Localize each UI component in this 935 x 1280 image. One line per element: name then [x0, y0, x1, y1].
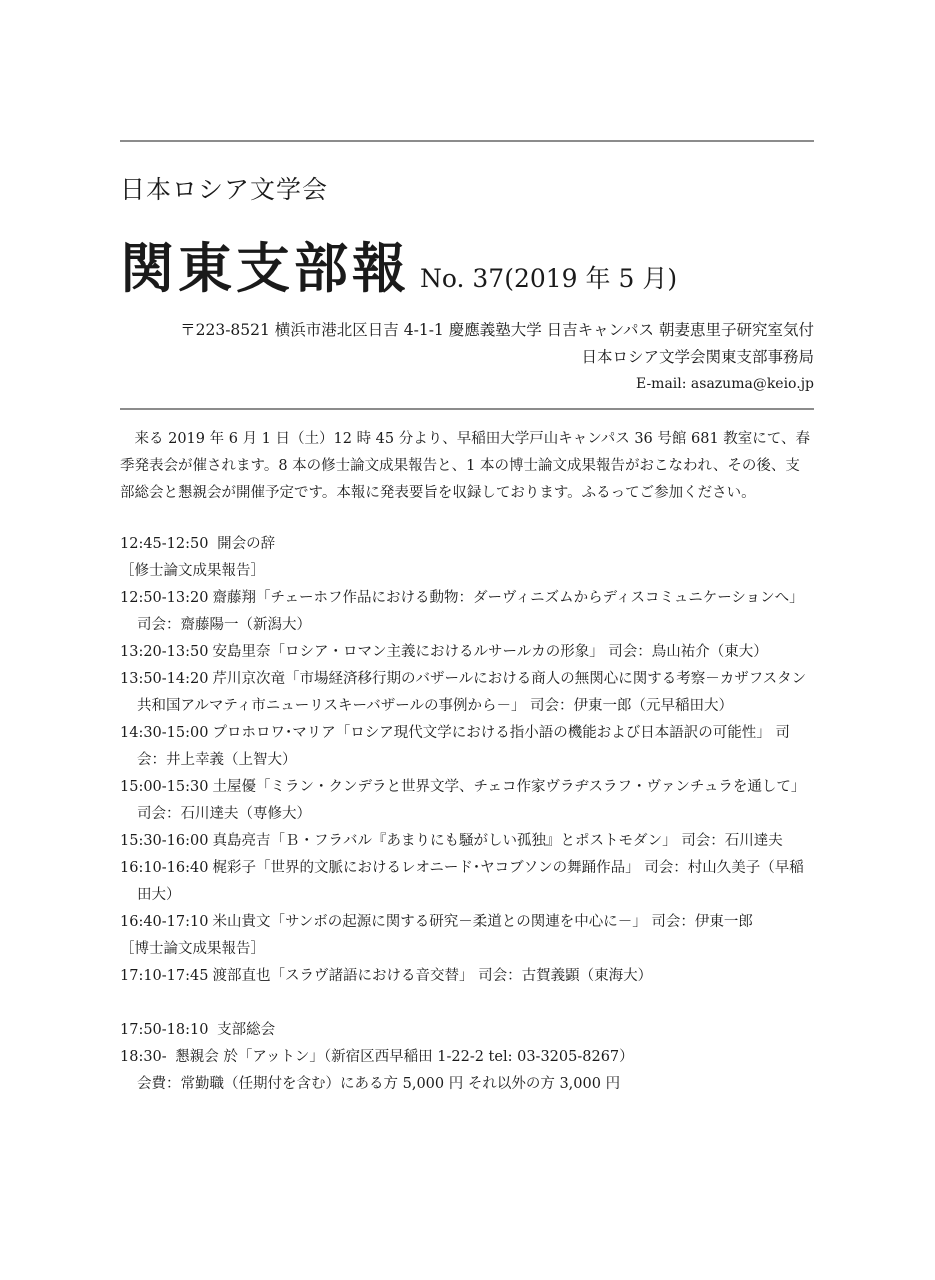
schedule-time: 14:30-15:00: [120, 725, 209, 741]
schedule-time: 16:10-16:40: [120, 860, 209, 876]
schedule-text: 安島里奈「ロシア・ロマン主義におけるルサールカの形象」 司会：鳥山祐介（東大）: [212, 644, 768, 660]
address-block: [112, 317, 814, 398]
schedule-time: 15:30-16:00: [120, 833, 209, 849]
schedule-item: [120, 909, 814, 936]
schedule-item: [120, 963, 814, 990]
schedule-reception: [120, 1044, 814, 1071]
newsletter-page: [120, 140, 814, 1098]
schedule-item: [120, 828, 814, 855]
schedule-opening: [120, 531, 814, 558]
bottom-divider: [120, 408, 814, 410]
schedule: [120, 531, 814, 1098]
schedule-text: 渡部直也「スラヴ諸語における音交替」 司会：古賀義顕（東海大）: [212, 968, 653, 984]
masters-heading: ［修士論文成果報告］: [120, 563, 265, 579]
schedule-text: 梶彩子「世界的文脈におけるレオニード･ヤコブソンの舞踊作品」 司会：村山久美子（早稲田大）: [137, 860, 804, 903]
society-name: 日本ロシア文学会: [120, 175, 329, 204]
address-line-1: 〒223-8521 横浜市港北区日吉 4-1-1 慶應義塾大学 日吉キャンパス 朝妻恵里子研究室気付: [180, 321, 814, 339]
schedule-item: [120, 774, 814, 828]
intro-paragraph: 来る 2019 年 6 月 1 日（土）12 時 45 分より、早稲田大学戸山キャンパス 36 号館 681 教室にて、春季発表会が催されます。8 本の修士論文成果報告と、1 本の博士論文成果報告がおこなわれ、その後、支部総会と懇親会が開催予定です。本報に発表要旨を収録しております。ふるってご参加ください。: [120, 431, 810, 501]
schedule-item: [120, 720, 814, 774]
schedule-text: 開会の辞: [217, 536, 276, 552]
top-divider: [120, 140, 814, 142]
schedule-time: 17:50-18:10: [120, 1022, 209, 1038]
schedule-text: 支部総会: [217, 1022, 276, 1038]
schedule-time: 13:20-13:50: [120, 644, 209, 660]
schedule-item: [120, 585, 814, 639]
schedule-time: 12:45-12:50: [120, 536, 209, 552]
schedule-text: 芹川京次竜「市場経済移行期のバザールにおける商人の無関心に関する考察－カザフスタン共和国アルマティ市ニューリスキーバザールの事例から－」 司会：伊東一郎（元早稲田大）: [137, 671, 807, 714]
schedule-time: 12:50-13:20: [120, 590, 209, 606]
schedule-time: 15:00-15:30: [120, 779, 209, 795]
schedule-time: 16:40-17:10: [120, 914, 209, 930]
email-address[interactable]: E-mail: asazuma@keio.jp: [635, 376, 814, 392]
schedule-text: 土屋優「ミラン・クンデラと世界文学、チェコ作家ヴラヂスラフ・ヴァンチュラを通して」 司会：石川達夫（専修大）: [137, 779, 806, 822]
schedule-text: 真島亮吉「Ｂ・フラバル『あまりにも騒がしい孤独』とポストモダン」 司会：石川達夫: [212, 833, 783, 849]
spacer: [120, 990, 814, 1017]
doctoral-heading: ［博士論文成果報告］: [120, 941, 265, 957]
schedule-text: 齋藤翔「チェーホフ作品における動物：ダーヴィニズムからディスコミュニケーションへ」 司会：齋藤陽一（新潟大）: [137, 590, 804, 633]
newsletter-title: 関東支部報: [120, 237, 410, 300]
masthead: [120, 226, 814, 303]
schedule-item: [120, 855, 814, 909]
schedule-text: 米山貴文「サンボの起源に関する研究－柔道との関連を中心に－」 司会：伊東一郎: [212, 914, 753, 930]
schedule-general-meeting: [120, 1017, 814, 1044]
schedule-time: 17:10-17:45: [120, 968, 209, 984]
schedule-time: 13:50-14:20: [120, 671, 209, 687]
schedule-item: [120, 639, 814, 666]
schedule-item: [120, 666, 814, 720]
reception-fee: 会費：常勤職（任期付を含む）にある方 5,000 円 それ以外の方 3,000 円: [137, 1076, 621, 1092]
address-line-2: 日本ロシア文学会関東支部事務局: [581, 348, 814, 366]
schedule-text: 懇親会 於「アットン」（新宿区西早稲田 1-22-2 tel: 03-3205-8267）: [175, 1049, 634, 1065]
schedule-text: プロホロワ･マリア「ロシア現代文学における指小語の機能および日本語訳の可能性」 司会：井上幸義（上智大）: [137, 725, 790, 768]
issue-number: No. 37(2019 年 5 月): [420, 264, 678, 293]
schedule-time: 18:30-: [120, 1049, 167, 1065]
